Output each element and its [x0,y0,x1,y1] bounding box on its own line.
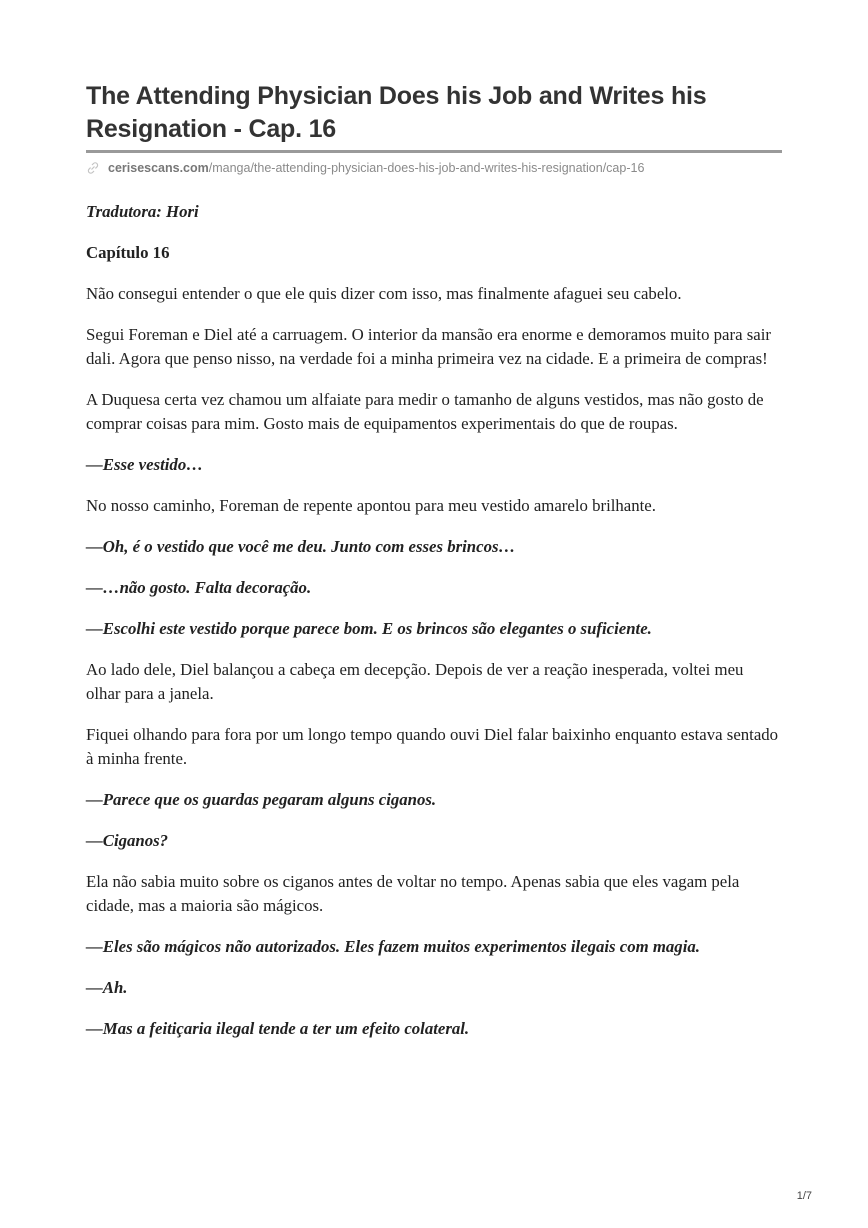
paragraph: No nosso caminho, Foreman de repente apontou para meu vestido amarelo brilhante. [86,496,656,515]
paragraph: Fiquei olhando para fora por um longo tempo quando ouvi Diel falar baixinho enquanto estava sentado à minha frente. [86,725,779,768]
source-url[interactable] [86,158,644,178]
dialogue-line: —Escolhi este vestido porque parece bom. E os brincos são elegantes o suficiente. [86,619,652,638]
source-domain[interactable]: cerisescans.com [108,161,209,175]
title-divider [86,150,782,153]
paragraph: Não consegui entender o que ele quis dizer com isso, mas finalmente afaguei seu cabelo. [86,284,682,303]
dialogue-line: —Ah. [86,978,128,997]
dialogue-line: —Eles são mágicos não autorizados. Eles fazem muitos experimentos ilegais com magia. [86,937,700,956]
dialogue-line: —Parece que os guardas pegaram alguns ciganos. [86,790,437,809]
page-title: The Attending Physician Does his Job and Writes his Resignation - Cap. 16 [86,82,707,143]
paragraph: Ao lado dele, Diel balançou a cabeça em decepção. Depois de ver a reação inesperada, voltei meu olhar para a janela. [86,660,744,703]
paragraph: Ela não sabia muito sobre os ciganos antes de voltar no tempo. Apenas sabia que eles vagam pela cidade, mas a maioria são mágicos. [86,872,740,915]
dialogue-line: —Mas a feitiçaria ilegal tende a ter um efeito colateral. [86,1019,470,1038]
dialogue-line: —…não gosto. Falta decoração. [86,578,312,597]
dialogue-line: —Esse vestido… [86,455,203,474]
article-body [86,200,782,1058]
page-number: 1/7 [796,1190,812,1202]
dialogue-line: —Ciganos? [86,831,169,850]
paragraph: Segui Foreman e Diel até a carruagem. O interior da mansão era enorme e demoramos muito para sair dali. Agora que penso nisso, na verdade foi a minha primeira vez na cidade. E a primeira de compras! [86,325,771,368]
chapter-heading: Capítulo 16 [86,243,170,262]
source-path[interactable]: /manga/the-attending-physician-does-his-job-and-writes-his-resignation/cap-16 [208,161,645,175]
dialogue-line: —Oh, é o vestido que você me deu. Junto com esses brincos… [86,537,516,556]
translator-credit: Tradutora: Hori [86,202,199,221]
paragraph: A Duquesa certa vez chamou um alfaiate para medir o tamanho de alguns vestidos, mas não gosto de comprar coisas para mim. Gosto mais de equipamentos experimentais do que de roupas. [86,390,764,433]
link-icon [86,161,100,175]
